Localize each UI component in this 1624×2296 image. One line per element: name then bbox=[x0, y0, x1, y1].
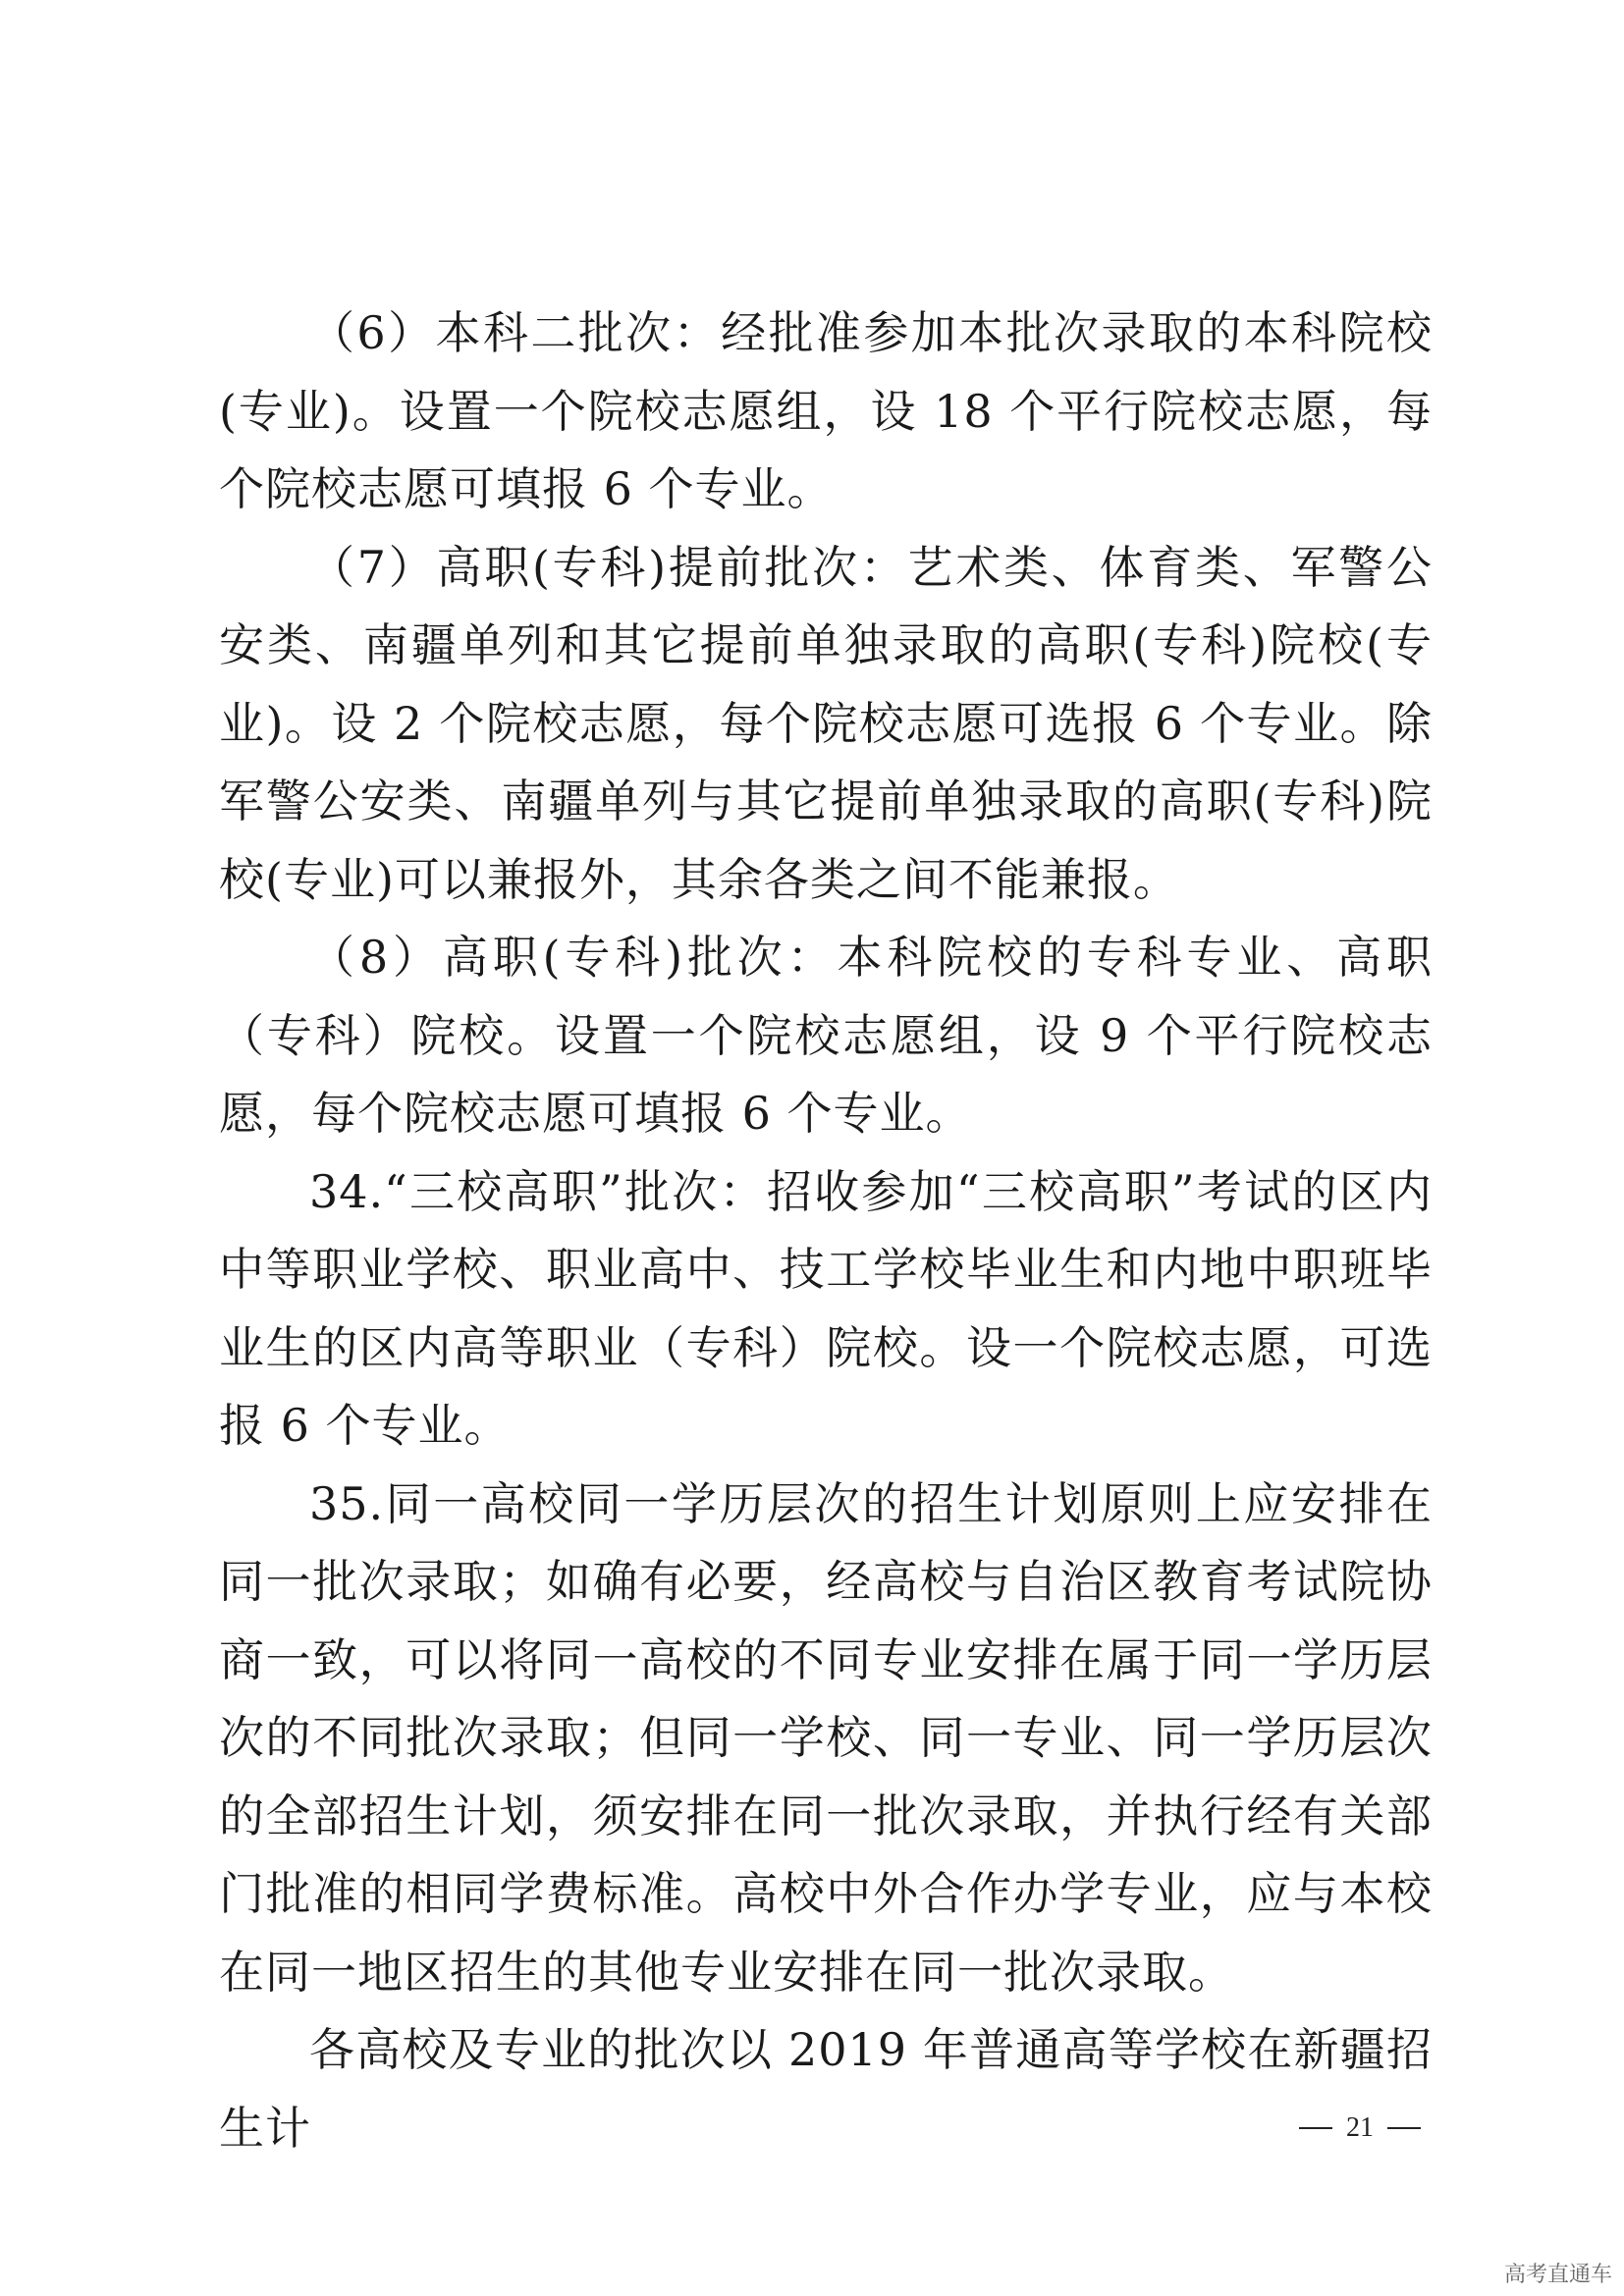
watermark: 高考直通车 bbox=[1503, 2263, 1612, 2287]
page-footer bbox=[1286, 2109, 1434, 2148]
paragraph-35-same-batch-rule: 35.同一高校同一学历层次的招生计划原则上应安排在同一批次录取；如确有必要，经高校与自治区教育考试院协商一致，可以将同一高校的不同专业安排在属于同一学历层次的不同批次录取；但同一学校、同一专业、同一学历层次的全部招生计划，须安排在同一批次录取，并执行经有关部门批准的相同学费标准。高校中外合作办学专业，应与本校在同一地区招生的其他专业安排在同一批次录取。 bbox=[219, 1476, 1433, 1999]
paragraph-batch-basis: 各高校及专业的批次以 2019 年普通高等学校在新疆招生计 bbox=[219, 2023, 1433, 2155]
page-number: 21 bbox=[1346, 2112, 1374, 2143]
page-body bbox=[219, 294, 1433, 2167]
paragraph-8-vocational-batch: （8）高职(专科)批次：本科院校的专科专业、高职（专科）院校。设置一个院校志愿组，设 9 个平行院校志愿，每个院校志愿可填报 6 个专业。 bbox=[219, 931, 1433, 1140]
footer-dash-left bbox=[1299, 2127, 1332, 2129]
paragraph-6-undergrad-second-batch: （6）本科二批次：经批准参加本批次录取的本科院校(专业)。设置一个院校志愿组，设 18 个平行院校志愿，每个院校志愿可填报 6 个专业。 bbox=[219, 306, 1433, 515]
paragraph-7-vocational-early-batch: （7）高职(专科)提前批次：艺术类、体育类、军警公安类、南疆单列和其它提前单独录取的高职(专科)院校(专业)。设 2 个院校志愿，每个院校志愿可选报 6 个专业。除军警公安类、南疆单列与其它提前单独录取的高职(专科)院校(专业)可以兼报外，其余各类之间不能兼报。 bbox=[219, 540, 1433, 906]
footer-dash-right bbox=[1387, 2127, 1421, 2129]
paragraph-34-three-school-vocational: 34.“三校高职”批次：招收参加“三校高职”考试的区内中等职业学校、职业高中、技工学校毕业生和内地中职班毕业生的区内高等职业（专科）院校。设一个院校志愿，可选报 6 个专业。 bbox=[219, 1164, 1433, 1452]
